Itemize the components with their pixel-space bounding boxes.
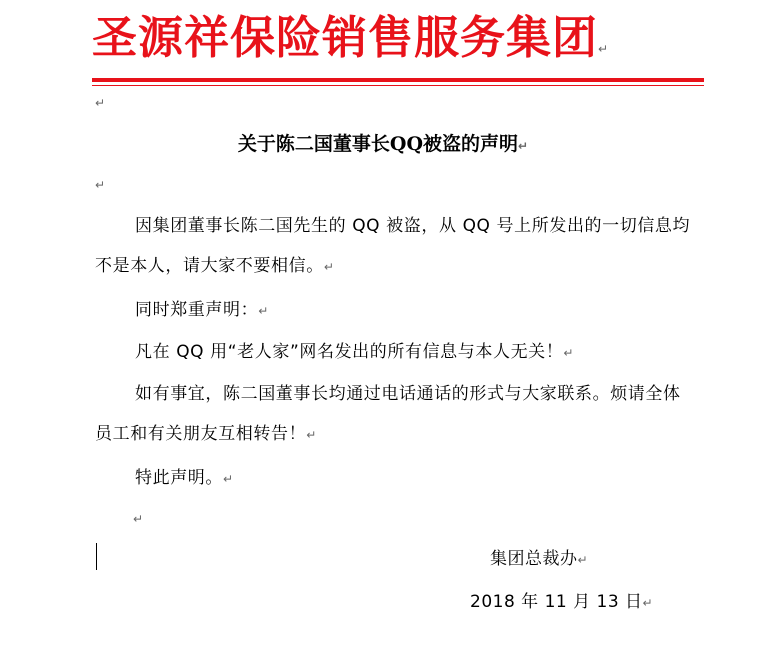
paragraph-mark: ↵	[95, 96, 106, 110]
paragraph-text: 因集团董事长陈二国先生的 QQ 被盗，从 QQ 号上所发出的一切信息均不是本人，请大家不要相信。	[95, 216, 691, 276]
letterhead-rule-thick	[92, 78, 704, 82]
paragraph-text: 同时郑重声明：	[135, 300, 259, 320]
paragraph-text: 凡在 QQ 用“老人家”网名发出的所有信息与本人无关！	[135, 342, 564, 362]
paragraph-mark: ↵	[306, 428, 317, 442]
signer-text: 集团总裁办	[490, 549, 578, 569]
body-paragraph	[95, 332, 695, 373]
paragraph-text: 如有事宜，陈二国董事长均通过电话通话的形式与大家联系。烦请全体员工和有关朋友互相转告！	[95, 384, 681, 444]
body-paragraph	[95, 206, 695, 287]
document-title	[0, 131, 766, 159]
text-cursor	[96, 543, 97, 570]
body-paragraph	[95, 374, 695, 455]
paragraph-mark: ↵	[223, 472, 234, 486]
paragraph-mark: ↵	[518, 139, 529, 153]
date-text: 2018 年 11 月 13 日	[470, 592, 643, 612]
paragraph-mark: ↵	[323, 260, 335, 274]
signature-block	[490, 547, 588, 572]
company-name: 圣源祥保险销售服务集团	[92, 11, 599, 64]
paragraph-mark: ↵	[95, 178, 106, 192]
document-date	[470, 590, 653, 615]
paragraph-mark: ↵	[133, 512, 144, 526]
paragraph-mark: ↵	[642, 596, 654, 610]
letterhead-rule-thin	[92, 85, 704, 86]
body-paragraph	[95, 290, 695, 331]
document-title-text: 关于陈二国董事长QQ被盗的声明	[237, 133, 519, 155]
body-paragraph	[95, 458, 695, 499]
paragraph-mark: ↵	[598, 42, 609, 56]
letterhead-title	[92, 6, 608, 70]
paragraph-mark: ↵	[563, 346, 575, 360]
paragraph-mark: ↵	[258, 304, 269, 318]
paragraph-text: 特此声明。	[135, 468, 223, 488]
paragraph-mark: ↵	[577, 553, 589, 567]
